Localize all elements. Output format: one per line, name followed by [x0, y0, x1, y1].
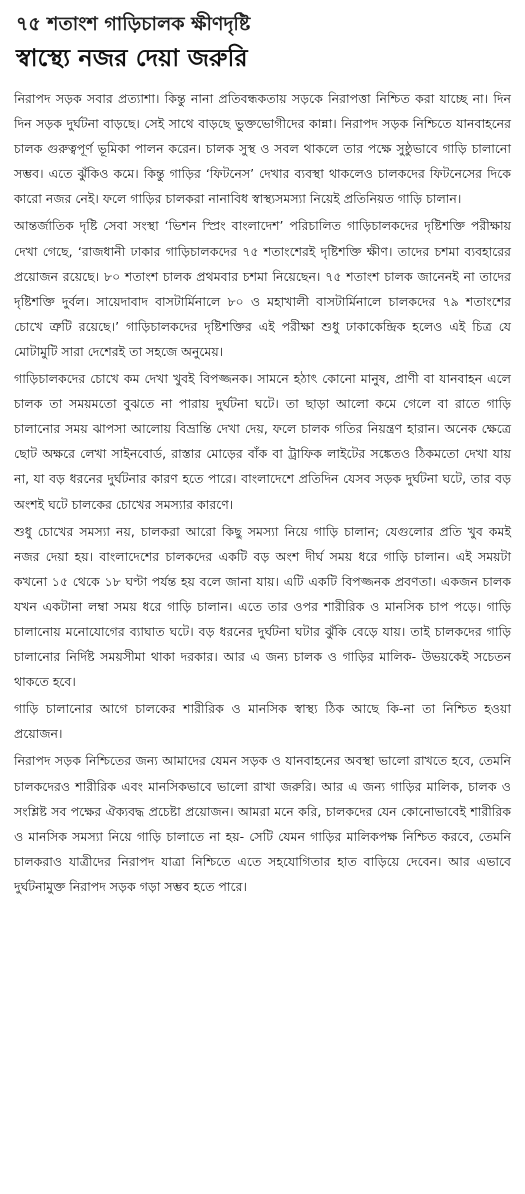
article-headline: স্বাস্থ্যে নজর দেয়া জরুরি	[16, 44, 248, 72]
paragraph-6: নিরাপদ সড়ক নিশ্চিতের জন্য আমাদের যেমন সড়ক ও যানবাহনের অবস্থা ভালো রাখতে হবে, তেমনি চালকদেরও শারীরিক এবং মানসিকভাবে ভালো রাখা জরুরি। আর এ জন্য গাড়ির মালিক, চালক ও সংশ্লিষ্ট সব পক্ষের ঐক্যবদ্ধ প্রচেষ্টা প্রয়োজন। আমরা মনে করি, চালকদের যেন কোনোভাবেই শারীরিক ও মানসিক সমস্যা নিয়ে গাড়ি চালাতে না হয়- সেটি যেমন গাড়ির মালিকপক্ষ নিশ্চিত করবে, তেমনি চালকরাও যাত্রীদের নিরাপদ যাত্রা নিশ্চিতে এতে সহযোগিতার হাত বাড়িয়ে দেবেন। আর এভাবে দুর্ঘটনামুক্ত নিরাপদ সড়ক গড়া সম্ভব হতে পারে।	[14, 753, 511, 894]
paragraph-2: আন্তর্জাতিক দৃষ্টি সেবা সংস্থা ‘ভিশন স্প্রিং বাংলাদেশ’ পরিচালিত গাড়িচালকদের দৃষ্টিশক্তি পরীক্ষায় দেখা গেছে, ‘রাজধানী ঢাকার গাড়িচালকদের ৭৫ শতাংশেরই দৃষ্টিশক্তি ক্ষীণ। তাদের চশমা ব্যবহারের প্রয়োজন রয়েছে। ৮০ শতাংশ চালক প্রথমবার চশমা নিয়েছেন। ৭৫ শতাংশ চালক জানেনই না তাদের দৃষ্টিশক্তি দুর্বল। সায়েদাবাদ বাসটার্মিনালে ৮০ ও মহাখালী বাসটার্মিনালে চালকদের ৭৯ শতাংশের চোখে ত্রুটি রয়েছে।’ গাড়িচালকদের দৃষ্টিশক্তির এই পরীক্ষা শুধু ঢাকাকেন্দ্রিক হলেও এই চিত্র যে মোটামুটি সারা দেশেরই তা সহজে অনুমেয়।	[14, 218, 511, 359]
paragraph-4: শুধু চোখের সমস্যা নয়, চালকরা আরো কিছু সমস্যা নিয়ে গাড়ি চালান; যেগুলোর প্রতি খুব কমই নজর দেয়া হয়। বাংলাদেশের চালকদের একটি বড় অংশ দীর্ঘ সময় ধরে গাড়ি চালান। এই সময়টা কখনো ১৫ থেকে ১৮ ঘণ্টা পর্যন্ত হয় বলে জানা যায়। এটি একটি বিপজ্জনক প্রবণতা। একজন চালক যখন একটানা লম্বা সময় ধরে গাড়ি চালান। এতে তার ওপর শারীরিক ও মানসিক চাপ পড়ে। গাড়ি চালানোয় মনোযোগের ব্যাঘাত ঘটে। বড় ধরনের দুর্ঘটনা ঘটার ঝুঁকি বেড়ে যায়। তাই চালকদের গাড়ি চালানোর নির্দিষ্ট সময়সীমা থাকা দরকার। আর এ জন্য চালক ও গাড়ির মালিক- উভয়কেই সচেতন থাকতে হবে।	[14, 523, 511, 690]
paragraph-1: নিরাপদ সড়ক সবার প্রত্যাশা। কিন্তু নানা প্রতিবন্ধকতায় সড়কে নিরাপত্তা নিশ্চিত করা যাচ্ছে না। দিন দিন সড়ক দুর্ঘটনা বাড়ছে। সেই সাথে বাড়ছে ভুক্তভোগীদের কান্না। নিরাপদ সড়ক নিশ্চিতে যানবাহনের চালক গুরুত্বপূর্ণ ভূমিকা পালন করেন। চালক সুস্থ ও সবল থাকলে তার পক্ষে সুষ্ঠুভাবে গাড়ি চালানো সম্ভব। এতে ঝুঁকিও কমে। কিন্তু গাড়ির ‘ফিটনেস’ দেখার ব্যবস্থা থাকলেও চালকদের ফিটনেসের দিকে কারো নজর নেই। ফলে গাড়ির চালকরা নানাবিধ স্বাস্থ্যসমস্যা নিয়েই প্রতিনিয়ত গাড়ি চালান।	[14, 91, 511, 207]
paragraph-3: গাড়িচালকদের চোখে কম দেখা খুবই বিপজ্জনক। সামনে হঠাৎ কোনো মানুষ, প্রাণী বা যানবাহন এলে চালক তা সময়মতো বুঝতে না পারায় দুর্ঘটনা ঘটে। তা ছাড়া আলো কমে গেলে বা রাতে গাড়ি চালানোর সময় ঝাপসা আলোয় বিভ্রান্তি দেখা দেয়, ফলে চালক গতির নিয়ন্ত্রণ হারান। অনেক ক্ষেত্রে ছোট অক্ষরে লেখা সাইনবোর্ড, রাস্তার মোড়ের বাঁক বা ট্রাফিক লাইটের সঙ্কেতও ঠিকমতো দেখা যায় না, যা বড় ধরনের দুর্ঘটনার কারণ হতে পারে। বাংলাদেশে প্রতিদিন যেসব সড়ক দুর্ঘটনা ঘটে, তার বড় অংশই ঘটে চালকের চোখের সমস্যার কারণে।	[14, 371, 511, 512]
article-kicker: ৭৫ শতাংশ গাড়িচালক ক্ষীণদৃষ্টি	[16, 13, 251, 35]
article-body	[14, 86, 511, 899]
paragraph-5: গাড়ি চালানোর আগে চালকের শারীরিক ও মানসিক স্বাস্থ্য ঠিক আছে কি-না তা নিশ্চিত হওয়া প্রয়োজন।	[14, 701, 511, 742]
